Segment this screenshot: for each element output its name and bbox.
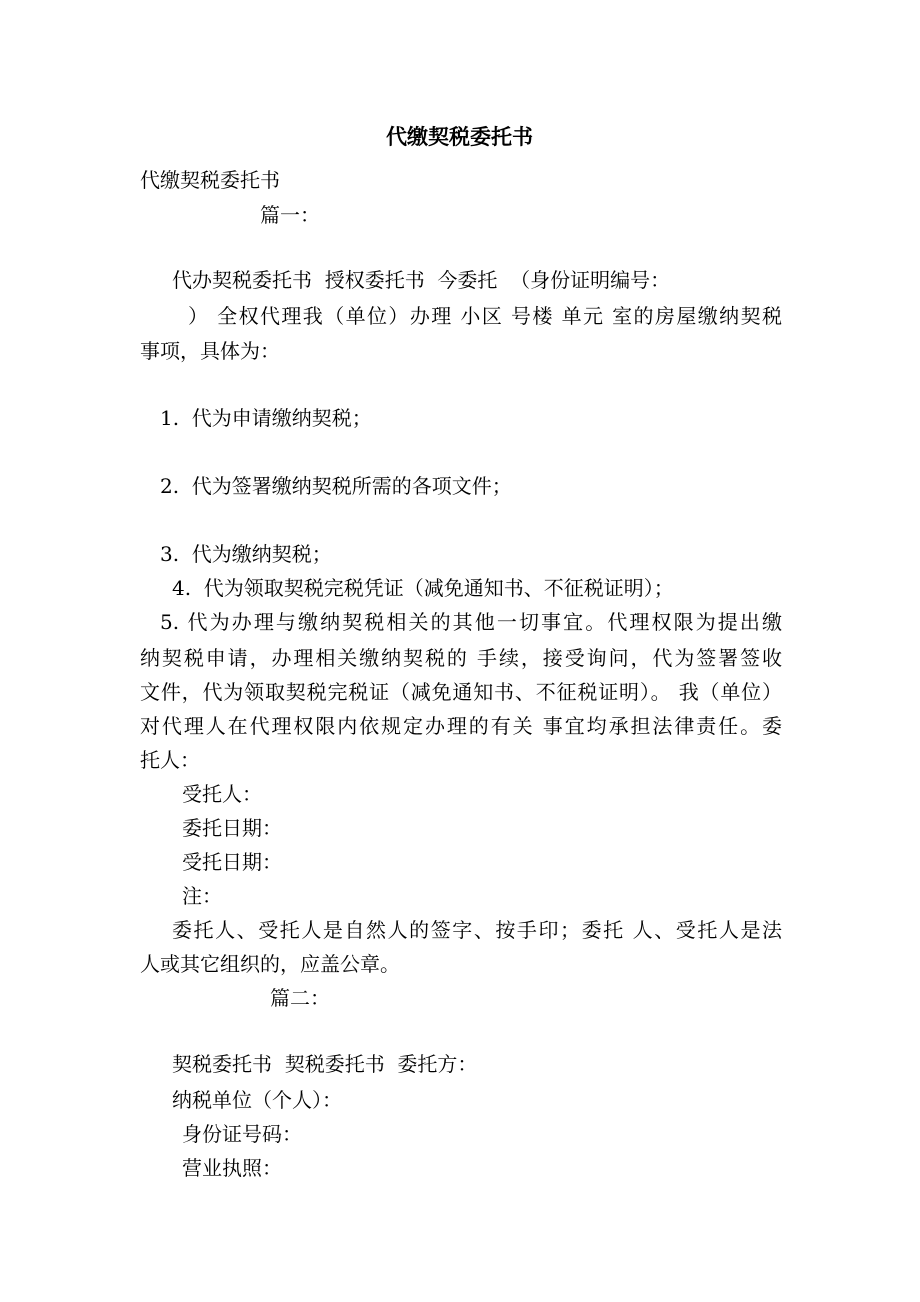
item5-line-4: 对代理人在代理权限内依规定办理的有关 事宜均承担法律责任。委: [140, 714, 782, 738]
note-line-1: 委托人、受托人是自然人的签字、按手印；委托 人、受托人是法: [172, 918, 782, 942]
item5-line-5: 托人：: [140, 748, 200, 772]
intro-line-1: 代办契税委托书 授权委托书 今委托 （身份证明编号：: [172, 268, 671, 292]
part-two-line-1: 契税委托书 契税委托书 委托方：: [172, 1052, 478, 1076]
note-label: 注：: [182, 884, 222, 908]
sign-field-entrust-date: 委托日期：: [182, 816, 282, 840]
document-subtitle: 代缴契税委托书: [140, 168, 280, 192]
part-one-heading: 篇一：: [260, 203, 320, 227]
sign-field-trust-date: 受托日期：: [182, 850, 282, 874]
part-two-heading: 篇二：: [270, 986, 330, 1010]
part-two-line-3: 身份证号码：: [182, 1122, 302, 1146]
item5-line-1: 5. 代为办理与缴纳契税相关的其他一切事宜。代理权限为提出缴: [160, 610, 782, 634]
sign-field-trustee: 受托人：: [182, 782, 262, 806]
part-two-line-4: 营业执照：: [182, 1156, 282, 1180]
list-item: 4. 代为领取契税完税凭证（减免通知书、不征税证明）；: [172, 576, 674, 600]
list-item: 3. 代为缴纳契税；: [160, 542, 332, 566]
list-item: 1. 代为申请缴纳契税；: [160, 406, 372, 430]
item5-line-2: 纳契税申请，办理相关缴纳契税的 手续，接受询问，代为签署签收: [140, 646, 782, 670]
intro-line-2: ） 全权代理我（单位）办理 小区 号楼 单元 室的房屋缴纳契税: [188, 304, 782, 328]
note-line-2: 人或其它组织的，应盖公章。: [140, 952, 400, 976]
item5-line-3: 文件，代为领取契税完税证（减免通知书、不征税证明）。 我（单位）: [140, 680, 782, 704]
document-title: 代缴契税委托书: [386, 124, 533, 149]
intro-line-3: 事项，具体为：: [140, 339, 280, 363]
list-item: 2. 代为签署缴纳契税所需的各项文件；: [160, 474, 512, 498]
part-two-line-2: 纳税单位（个人）：: [172, 1088, 342, 1112]
